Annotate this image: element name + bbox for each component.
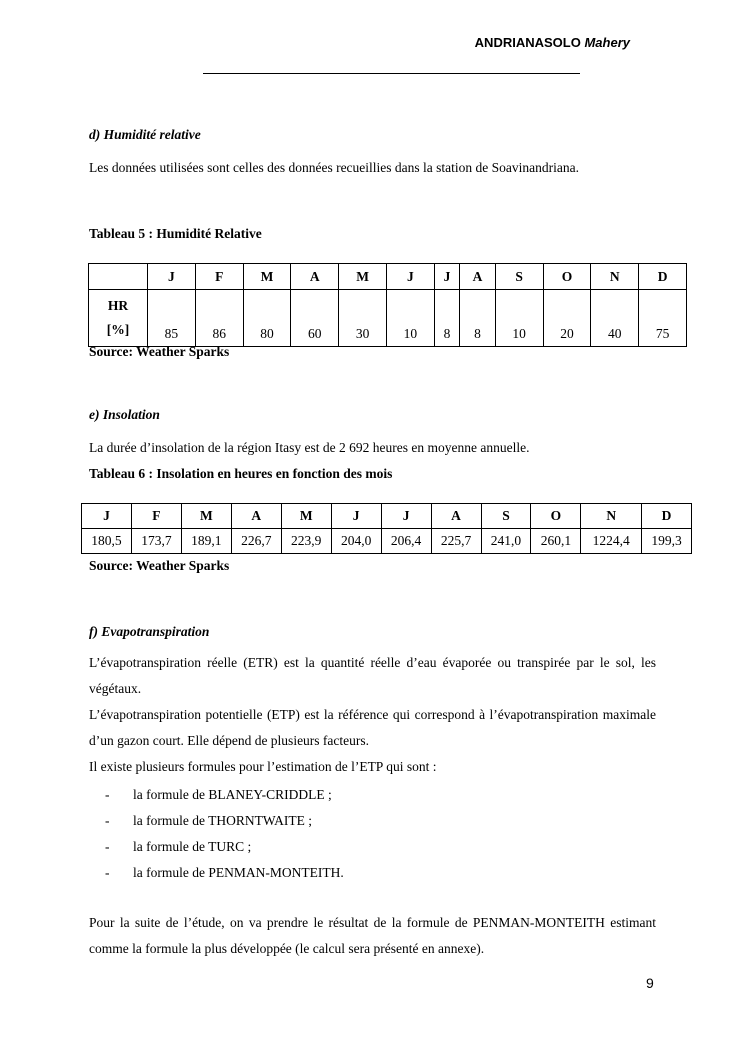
header-rule: [203, 73, 580, 74]
insolation-month-header: A: [231, 504, 281, 529]
table6-source: Source: Weather Sparks: [89, 558, 230, 573]
insolation-month-header: J: [381, 504, 431, 529]
humidity-value-cell: 8: [434, 290, 460, 347]
section-title-evapotranspiration: f) Evapotranspiration: [89, 624, 210, 639]
list-item-text: la formule de THORNTWAITE ;: [133, 813, 312, 828]
insolation-month-header: A: [431, 504, 481, 529]
humidity-month-header: A: [460, 264, 495, 290]
humidity-value-cell: 85: [148, 290, 196, 347]
insolation-value-cell: 204,0: [331, 529, 381, 554]
etp-paragraph: L’évapotranspiration potentielle (ETP) est la référence qui correspond à l’évapotranspiration maximale d’un gazon court. Elle dépend de plusieurs facteurs.: [89, 707, 656, 748]
table5-caption: Tableau 5 : Humidité Relative: [89, 226, 262, 241]
table6-caption: Tableau 6 : Insolation en heures en fonction des mois: [89, 466, 393, 481]
insolation-value-cell: 199,3: [642, 529, 692, 554]
table5-source: Source: Weather Sparks: [89, 344, 230, 359]
humidity-month-header: O: [543, 264, 591, 290]
humidity-month-header: J: [148, 264, 196, 290]
insolation-table: [81, 503, 692, 554]
formula-list: [105, 782, 344, 886]
page-header-author: [475, 35, 630, 50]
humidity-value-cell: 40: [591, 290, 639, 347]
humidity-row-label-line1: HR: [107, 298, 129, 313]
list-item-text: la formule de BLANEY-CRIDDLE ;: [133, 787, 332, 802]
humidity-table: [88, 263, 687, 347]
humidity-value-cell: 86: [195, 290, 243, 347]
humidity-value-cell: 80: [243, 290, 291, 347]
insolation-paragraph: La durée d’insolation de la région Itasy est de 2 692 heures en moyenne annuelle.: [89, 440, 530, 455]
insolation-value-cell: 223,9: [281, 529, 331, 554]
insolation-value-cell: 206,4: [381, 529, 431, 554]
bullet-dash: -: [105, 787, 110, 802]
bullet-dash: -: [105, 813, 110, 828]
insolation-value-cell: 225,7: [431, 529, 481, 554]
humidity-month-header: M: [339, 264, 387, 290]
insolation-value-cell: 180,5: [82, 529, 132, 554]
author-first-name: Mahery: [584, 35, 630, 50]
list-item: [105, 808, 344, 834]
humidity-month-header: J: [386, 264, 434, 290]
insolation-month-header: M: [281, 504, 331, 529]
insolation-month-header: J: [331, 504, 381, 529]
humidity-month-header: D: [639, 264, 687, 290]
insolation-month-header: M: [181, 504, 231, 529]
humidity-month-header: M: [243, 264, 291, 290]
list-item: [105, 782, 344, 808]
humidity-value-cell: 10: [495, 290, 543, 347]
humidity-table-header-row: [89, 264, 687, 290]
humidity-value-cell: 20: [543, 290, 591, 347]
page-number: 9: [646, 975, 654, 991]
humidity-row-label: [89, 290, 148, 347]
bullet-dash: -: [105, 865, 110, 880]
insolation-value-cell: 241,0: [481, 529, 531, 554]
humidity-value-cell: 8: [460, 290, 495, 347]
humidity-value-cell: 60: [291, 290, 339, 347]
section-title-humidity: d) Humidité relative: [89, 127, 201, 142]
humidity-value-cell: 10: [386, 290, 434, 347]
bullet-dash: -: [105, 839, 110, 854]
insolation-value-cell: 173,7: [131, 529, 181, 554]
insolation-value-cell: 226,7: [231, 529, 281, 554]
conclusion-paragraph: Pour la suite de l’étude, on va prendre le résultat de la formule de PENMAN-MONTEITH estimant comme la formule la plus développée (le calcul sera présenté en annexe).: [89, 915, 656, 956]
list-item: [105, 860, 344, 886]
insolation-month-header: D: [642, 504, 692, 529]
insolation-month-header: O: [531, 504, 581, 529]
humidity-paragraph: Les données utilisées sont celles des données recueillies dans la station de Soavinandriana.: [89, 160, 579, 175]
humidity-month-header: S: [495, 264, 543, 290]
insolation-table-values-row: [82, 529, 692, 554]
insolation-table-header-row: [82, 504, 692, 529]
humidity-value-cell: 75: [639, 290, 687, 347]
insolation-value-cell: 260,1: [531, 529, 581, 554]
humidity-month-header: A: [291, 264, 339, 290]
humidity-month-header: F: [195, 264, 243, 290]
humidity-value-cell: 30: [339, 290, 387, 347]
etr-paragraph: L’évapotranspiration réelle (ETR) est la quantité réelle d’eau évaporée ou transpirée par le sol, les végétaux.: [89, 655, 656, 696]
formulas-intro: Il existe plusieurs formules pour l’estimation de l’ETP qui sont :: [89, 759, 437, 774]
humidity-table-values-row: [89, 290, 687, 347]
author-last-name: ANDRIANASOLO: [474, 35, 581, 50]
insolation-month-header: J: [82, 504, 132, 529]
humidity-month-header: N: [591, 264, 639, 290]
insolation-month-header: F: [131, 504, 181, 529]
insolation-month-header: S: [481, 504, 531, 529]
section-title-insolation: e) Insolation: [89, 407, 160, 422]
insolation-value-cell: 1224,4: [581, 529, 642, 554]
list-item-text: la formule de PENMAN-MONTEITH.: [133, 865, 344, 880]
list-item: [105, 834, 344, 860]
list-item-text: la formule de TURC ;: [133, 839, 252, 854]
humidity-table-corner: [89, 264, 148, 290]
insolation-month-header: N: [581, 504, 642, 529]
humidity-row-label-line2: [%]: [106, 322, 130, 337]
humidity-month-header: J: [434, 264, 460, 290]
insolation-value-cell: 189,1: [181, 529, 231, 554]
